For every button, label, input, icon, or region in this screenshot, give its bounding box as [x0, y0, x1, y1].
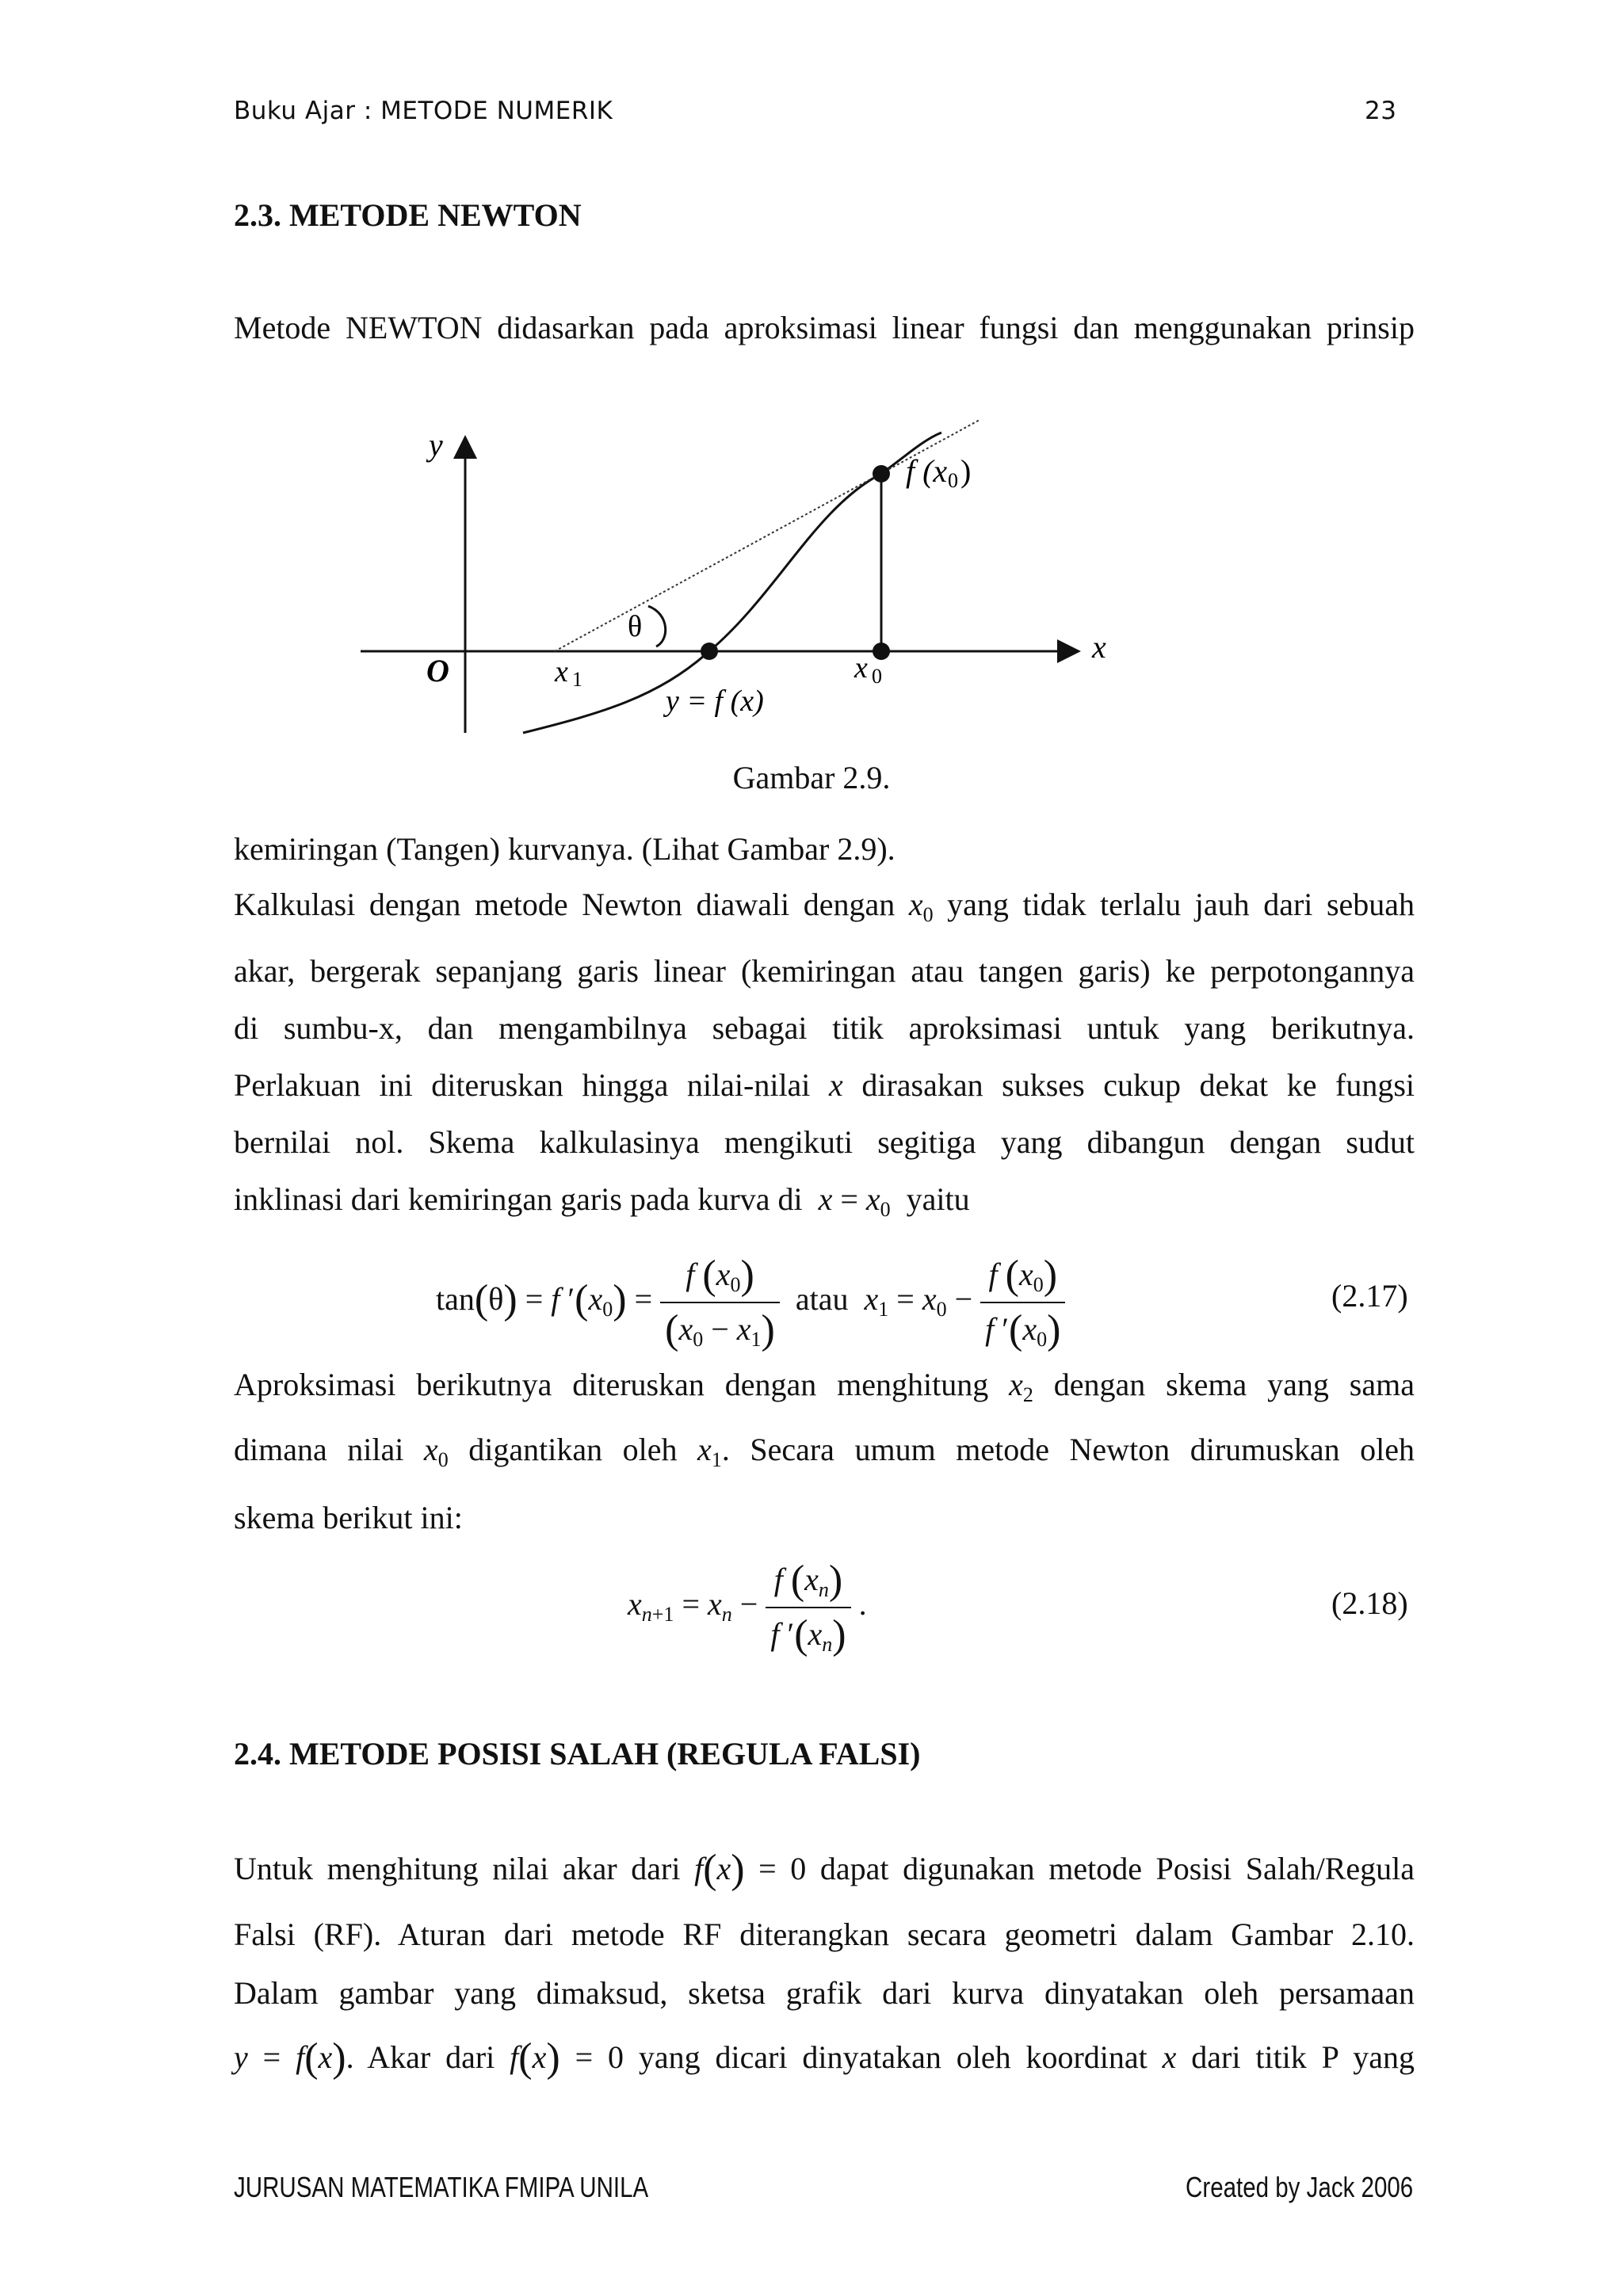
p3-line-1: Untuk menghitung nilai akar dari f(x) = 0 dapat digunakan metode Posisi Salah/Regula	[234, 1847, 1415, 1892]
label-y: y	[429, 427, 443, 463]
footer-left: JURUSAN MATEMATIKA FMIPA UNILA	[234, 2171, 649, 2203]
theta-arc	[648, 606, 666, 646]
intro-line: Metode NEWTON didasarkan pada aproksimasi linear fungsi dan menggunakan prinsip	[234, 310, 1415, 345]
page-number: 23	[1365, 97, 1397, 125]
figure-caption: Gambar 2.9.	[732, 760, 891, 795]
label-x: x	[1092, 629, 1106, 665]
label-fx0: f (x	[906, 453, 948, 489]
p1-line-1: kemiringan (Tangen) kurvanya. (Lihat Gambar 2.9).	[234, 831, 896, 867]
point-x0	[873, 643, 890, 660]
p2-line-1: Aproksimasi berikutnya diteruskan dengan menghitung $x_2$ dengan skema yang sama	[234, 1367, 1415, 1406]
label-x0-sub: 0	[872, 665, 882, 688]
equation-2-18: $x_{n+1} = x_n$ − $\frac{f (x_n)}{f '(x_n)}$ .	[628, 1558, 867, 1657]
label-curve: y = f (x)	[666, 685, 764, 718]
running-header: Buku Ajar : METODE NUMERIK	[234, 97, 613, 125]
label-origin: O	[426, 653, 449, 688]
p1-line-6: bernilai nol. Skema kalkulasinya mengikuti segitiga yang dibangun dengan sudut	[234, 1124, 1415, 1160]
footer-right: Created by Jack 2006	[1185, 2171, 1413, 2203]
label-fx0-close: )	[960, 453, 972, 489]
equation-2-17-number: (2.17)	[1331, 1278, 1408, 1314]
newton-figure	[0, 0, 1623, 792]
p3-line-3: Dalam gambar yang dimaksud, sketsa grafik dari kurva dinyatakan oleh persamaan	[234, 1975, 1415, 2011]
point-root	[701, 643, 718, 660]
p2-line-2: dimana nilai $x_0$ digantikan oleh $x_1$. Secara umum metode Newton dirumuskan oleh	[234, 1432, 1415, 1471]
p1-line-2: Kalkulasi dengan metode Newton diawali dengan $x_0$ yang tidak terlalu jauh dari sebuah	[234, 887, 1415, 926]
label-fx0-sub: 0	[948, 469, 958, 492]
p1-line-7: inklinasi dari kemiringan garis pada kurva di $x = x_0$ yaitu	[234, 1181, 970, 1221]
label-x1-sub: 1	[572, 668, 582, 691]
p3-line-4: y = f(x). Akar dari f(x) = 0 yang dicari dinyatakan oleh koordinat x dari titik P yang	[234, 2035, 1415, 2081]
equation-2-17: tan(θ) = f $'(x_0)$ = $\frac{f (x_0)}{(x_0 - x_1)}$ atau $x_1 = x_0$ − $\frac{f (x_0)}{f '(x_0)}$	[436, 1252, 1065, 1353]
p1-line-4: di sumbu-x, dan mengambilnya sebagai titik aproksimasi untuk yang berikutnya.	[234, 1010, 1415, 1046]
p1-line-3: akar, bergerak sepanjang garis linear (kemiringan atau tangen garis) ke perpotongannya	[234, 953, 1415, 989]
label-x0: x	[854, 651, 868, 685]
label-x1: x	[555, 655, 568, 688]
section-title-2-3: 2.3. METODE NEWTON	[234, 197, 582, 233]
p2-line-3: skema berikut ini:	[234, 1500, 463, 1535]
p1-line-5: Perlakuan ini diteruskan hingga nilai-nilai x dirasakan sukses cukup dekat ke fungsi	[234, 1067, 1415, 1103]
section-title-2-4: 2.4. METODE POSISI SALAH (REGULA FALSI)	[234, 1736, 921, 1772]
point-fx0	[873, 465, 890, 482]
equation-2-18-number: (2.18)	[1331, 1585, 1408, 1621]
label-theta: θ	[628, 610, 643, 643]
p3-line-2: Falsi (RF). Aturan dari metode RF diterangkan secara geometri dalam Gambar 2.10.	[234, 1917, 1415, 1952]
